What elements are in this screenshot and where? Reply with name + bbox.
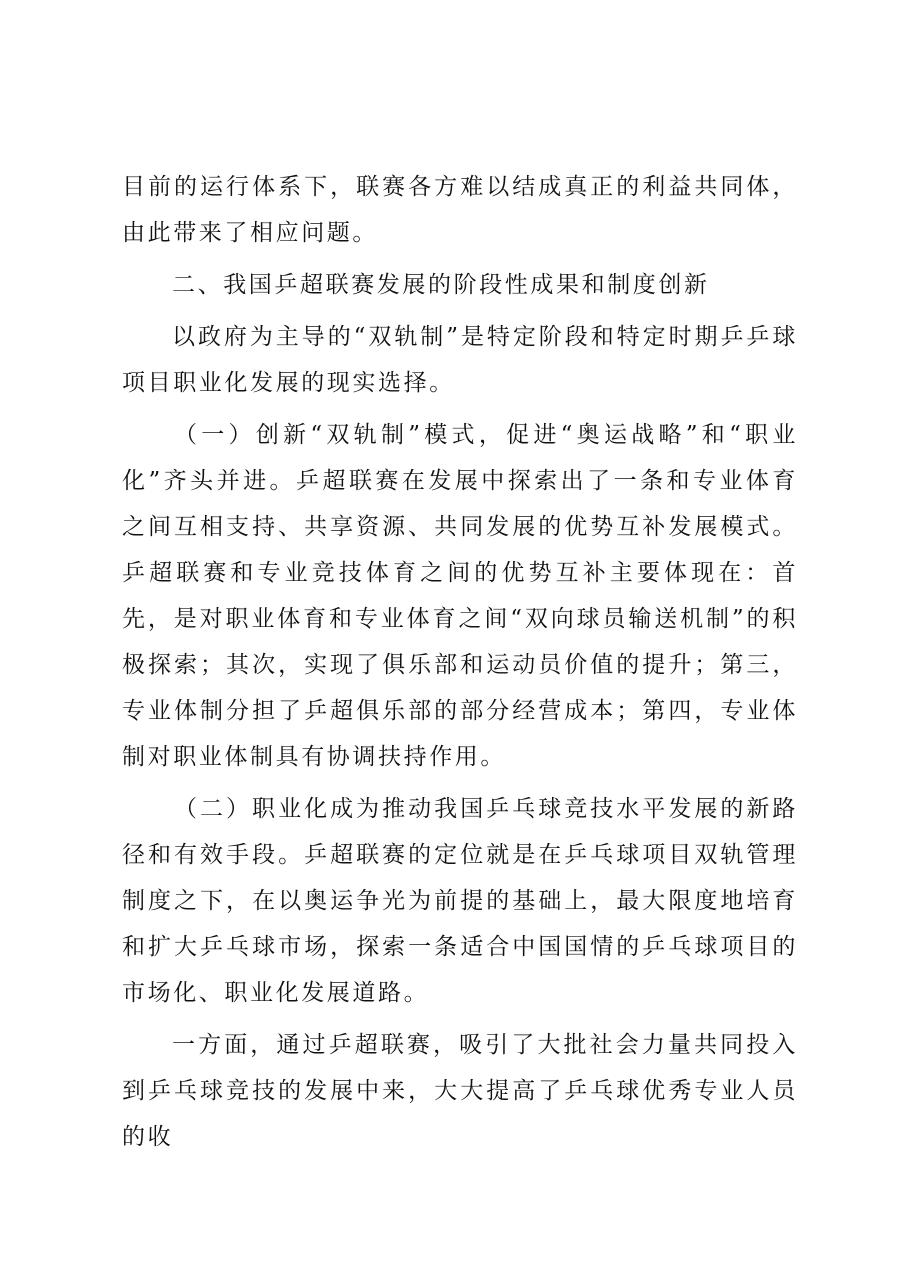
- paragraph-one-hand: 一方面，通过乒超联赛，吸引了大批社会力量共同投入到乒乓球竞技的发展中来，大大提高了乒乓球优秀专业人员的收: [122, 1032, 798, 1150]
- document-body: [122, 164, 798, 1160]
- paragraph-intro: 以政府为主导的“双轨制”是特定阶段和特定时期乒乒球项目职业化发展的现实选择。: [122, 324, 798, 396]
- paragraph-continuation: 目前的运行体系下，联赛各方难以结成真正的利益共同体，由此带来了相应问题。: [122, 174, 798, 246]
- paragraph-subsection-two: （二）职业化成为推动我国乒乓球竞技水平发展的新路径和有效手段。乒超联赛的定位就是在乒乓球项目双轨管理制度之下，在以奥运争光为前提的基础上，最大限度地培育和扩大乒乓球市场，探索一条适合中国国情的乒乓球项目的市场化、职业化发展道路。: [122, 796, 798, 1006]
- section-heading: 二、我国乒超联赛发展的阶段性成果和制度创新: [172, 272, 710, 298]
- paragraph-subsection-one: （一）创新“双轨制”模式，促进“奥运战略”和“职业化”齐头并进。乒超联赛在发展中探索出了一条和专业体育之间互相支持、共享资源、共同发展的优势互补发展模式。乒超联赛和专业竞技体育之间的优势互补主要体现在：首先，是对职业体育和专业体育之间“双向球员输送机制”的积极探索；其次，实现了俱乐部和运动员价值的提升；第三，专业体制分担了乒超俱乐部的部分经营成本；第四，专业体制对职业体制具有协调扶持作用。: [122, 422, 798, 770]
